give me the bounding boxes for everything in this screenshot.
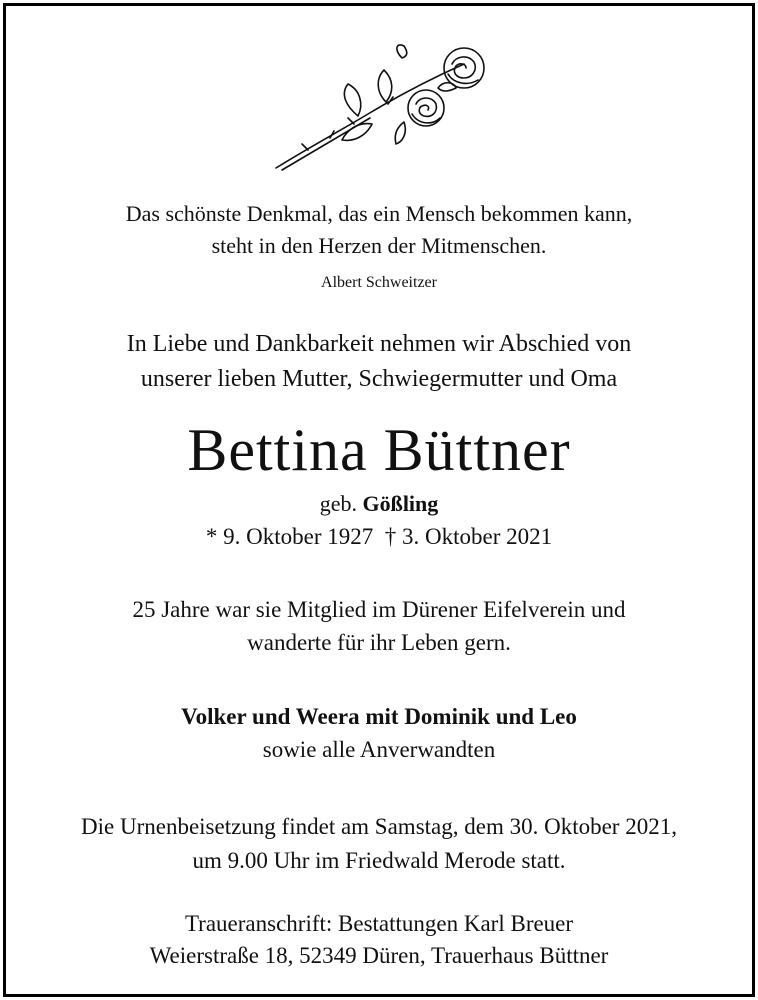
obituary-notice xyxy=(3,3,755,997)
address-line-1: Traueranschrift: Bestattungen Karl Breuer xyxy=(184,911,574,936)
quote-line-1: Das schönste Denkmal, das ein Mensch bekommen kann, xyxy=(125,201,633,226)
quote-author: Albert Schweitzer xyxy=(321,274,437,291)
born-prefix: geb. xyxy=(319,491,357,516)
ceremony-line-2: um 9.00 Uhr im Friedwald Merode statt. xyxy=(192,848,566,873)
life-dates xyxy=(6,524,752,550)
note-line-1: 25 Jahre war sie Mitglied im Dürener Eifelverein und xyxy=(132,597,626,622)
birth-name xyxy=(6,491,752,517)
family-others: sowie alle Anverwandten xyxy=(262,737,496,762)
rose-icon xyxy=(268,44,494,174)
quote-line-2: steht in den Herzen der Mitmenschen. xyxy=(211,233,547,258)
death-date: 3. Oktober 2021 xyxy=(402,524,553,549)
intro-line-1: In Liebe und Dankbarkeit nehmen wir Abschied von xyxy=(126,331,632,357)
maiden-name: Gößling xyxy=(362,491,439,516)
address-line-2: Weierstraße 18, 52349 Düren, Trauerhaus Büttner xyxy=(149,943,609,968)
family-names: Volker und Weera mit Dominik und Leo xyxy=(181,704,577,729)
deceased-name: Bettina Büttner xyxy=(187,417,571,483)
birth-date: * 9. Oktober 1927 xyxy=(205,524,374,549)
note-line-2: wanderte für ihr Leben gern. xyxy=(247,630,511,655)
intro-line-2: unserer lieben Mutter, Schwiegermutter und Oma xyxy=(140,366,618,392)
ceremony-line-1: Die Urnenbeisetzung findet am Samstag, dem 30. Oktober 2021, xyxy=(81,814,677,839)
death-symbol: † xyxy=(384,524,397,549)
